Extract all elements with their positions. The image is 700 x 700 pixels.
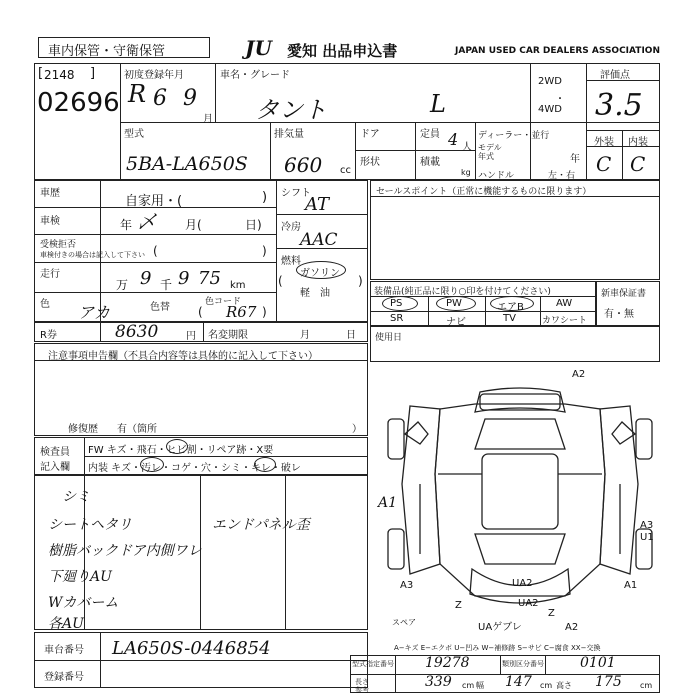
diagram-mark-a1-right: A1 — [624, 580, 638, 591]
repair-label: 修復歴 — [68, 424, 98, 435]
model-year-unit: 年 — [570, 154, 580, 165]
model-code-label: 型式 — [124, 129, 144, 140]
inspector-mark-1 — [166, 439, 188, 454]
first-reg-year: 6 — [153, 86, 167, 111]
length-label: 長さ — [355, 678, 369, 686]
mileage-unit: km — [230, 280, 246, 291]
repair-value: 有（箇所 — [117, 424, 157, 435]
cooling-value: AAC — [300, 230, 338, 250]
history-label: 車歴 — [40, 188, 60, 199]
fuel-label: 燃料 — [281, 256, 301, 267]
shift-value: AT — [305, 194, 330, 215]
model-code-value: 5BA-LA650S — [126, 153, 248, 175]
width-value: 147 — [505, 674, 532, 690]
history-value: 自家用・( — [125, 194, 183, 209]
score-value: 3.5 — [595, 88, 643, 123]
displacement-unit: cc — [340, 165, 351, 176]
int-value: C — [630, 152, 646, 176]
inspection-year: 年 — [120, 218, 133, 232]
length-unit: cm — [462, 681, 475, 690]
color-label: 色 — [40, 299, 50, 310]
diagram-mark-ua2-center: UA2 — [512, 578, 533, 589]
inspector-row2: 内装 キズ・汚レ・コゲ・穴・シミ・キレ・破レ — [88, 463, 301, 474]
recycle-close: ) — [262, 244, 267, 258]
dealer-import-label: ディーラー・並行 — [478, 131, 550, 141]
diagram-mark-ua2-right: UA2 — [518, 598, 539, 609]
comment-line-2: シートヘタリ — [48, 517, 132, 533]
notes-label: 注意事項申告欄（不具合内容等は具体的に記入して下さい） — [48, 351, 318, 362]
equip-navi: ナビ — [446, 317, 466, 328]
displacement-value: 660 — [284, 153, 323, 177]
length-value: 339 — [425, 674, 452, 690]
comment-line-1: シミ — [62, 489, 90, 505]
drive-4wd: 4WD — [538, 104, 562, 115]
association-name: JAPAN USED CAR DEALERS ASSOCIATION — [455, 46, 660, 56]
form-number-value: 19278 — [425, 655, 470, 671]
name-change-month: 月 — [300, 330, 310, 341]
equip-seat: カワシート — [542, 316, 588, 326]
equip-tv: TV — [503, 313, 516, 324]
drive-sep: ・ — [555, 94, 565, 105]
model-name-label: 車名・グレード — [220, 70, 290, 81]
diagram-mark-a2-top: A2 — [572, 369, 586, 380]
color-change-label: 色替 — [150, 302, 170, 313]
inspection-month: 月( — [185, 218, 202, 232]
cooling-label: 冷房 — [281, 222, 301, 233]
comment-line-5: Wカバーム — [48, 595, 119, 611]
color-code-label: 色コード — [205, 297, 242, 307]
width-unit: cm — [540, 681, 553, 690]
recycle-note: 車検付きの場合は記入して下さい — [40, 251, 145, 259]
handle-options: 左・右 — [548, 171, 576, 181]
drive-2wd: 2WD — [538, 76, 562, 87]
registration-label: 登録番号 — [44, 672, 84, 683]
inspector-mark-2 — [140, 457, 164, 472]
score-label: 評価点 — [600, 70, 630, 81]
color-value: アカ — [78, 303, 110, 322]
diagram-spare: スペア — [392, 618, 416, 627]
load-label: 積載 — [420, 157, 440, 168]
ext-label: 外装 — [594, 137, 614, 148]
lot-code-bracket-close: ] — [90, 66, 96, 81]
inspector-label1: 検査員 — [40, 447, 70, 458]
lot-code-bracket: [ — [38, 66, 44, 81]
fuel-gasoline: ガソリン — [300, 268, 340, 279]
model-name-value: タント — [255, 96, 327, 124]
diagram-mark-u1: U1 — [640, 532, 654, 543]
diagram-mark-a2-bottom: A2 — [565, 622, 579, 633]
form-title: 愛知 出品申込書 — [287, 42, 398, 60]
diagram-mark-a1-left: A1 — [378, 495, 398, 511]
lot-number: 02696 — [37, 88, 120, 118]
name-change-day: 日 — [346, 330, 356, 341]
doors-label: ドア — [360, 129, 380, 140]
height-label: 高さ — [556, 681, 572, 690]
legend: A−キズ E−エクボ U−凹み W−補修跡 S−サビ C−腐食 XX−交換 — [394, 644, 601, 652]
warranty-label: 新車保証書 — [601, 289, 647, 299]
diagram-mark-ua-back: UAゲブレ — [478, 622, 522, 633]
height-unit: cm — [640, 681, 653, 690]
mileage-value2: 9 — [178, 268, 190, 289]
load-unit: kg — [461, 168, 471, 177]
inspection-label: 車検 — [40, 216, 60, 227]
fuel-diesel: 軽 油 — [300, 288, 330, 299]
mileage-label: 走行 — [40, 269, 60, 280]
equip-pw: PW — [446, 298, 462, 309]
handle-label: ハンドル — [478, 171, 515, 181]
inspection-mark: 乄 — [138, 212, 156, 233]
history-close: ) — [262, 190, 268, 205]
comment-right-note: エンドパネル歪 — [212, 517, 310, 533]
diagram-mark-z1: Z — [455, 600, 462, 611]
first-reg-month-unit: 月 — [203, 114, 213, 125]
form-label: 形状 — [360, 157, 380, 168]
capacity-label: 定員 — [420, 129, 440, 140]
recycle-label: 受検拒否 — [40, 240, 77, 250]
ref-label: 参考 — [355, 686, 369, 694]
mileage-rest: 75 — [198, 268, 221, 289]
shift-label: シフト — [281, 188, 311, 199]
first-reg-era: R — [128, 80, 147, 108]
equip-airbag: エアB — [497, 302, 524, 313]
diagram-mark-z2: Z — [548, 608, 555, 619]
inspection-day: 日) — [245, 218, 262, 232]
recycle-fee-label: R券 — [40, 330, 57, 341]
comment-line-3: 樹脂バックドア内側ワレ — [48, 543, 202, 559]
recycle-fee-unit: 円 — [186, 331, 196, 342]
comment-line-4: 下廻りAU — [48, 569, 112, 585]
mileage-man: 万 — [116, 278, 129, 292]
equip-ps: PS — [390, 298, 403, 309]
class-number-value: 0101 — [580, 655, 616, 671]
mileage-value: 9 — [140, 268, 152, 289]
inspector-label2: 記入欄 — [40, 462, 70, 473]
color-code-open: ( — [198, 305, 203, 319]
lot-code: 2148 — [44, 68, 75, 82]
width-label: 幅 — [476, 681, 484, 690]
int-label: 内装 — [628, 137, 648, 148]
name-change-label: 名変期限 — [208, 330, 248, 341]
grade-value: L — [430, 90, 446, 118]
capacity-unit: 人 — [462, 142, 472, 153]
displacement-label: 排気量 — [274, 129, 304, 140]
ju-logo: JU — [245, 36, 272, 60]
recycle-fee-row — [34, 322, 368, 342]
equip-aw: AW — [556, 298, 573, 309]
class-number-label: 類別区分番号 — [502, 660, 544, 668]
fuel-paren-r: ) — [358, 274, 363, 288]
usage-box — [370, 326, 660, 362]
inspector-row1: FW キズ・飛石・ヒビ割・リペア跡・X要 — [88, 445, 274, 456]
recycle-fee-value: 8630 — [115, 322, 159, 342]
mileage-sen: 千 — [160, 278, 173, 292]
first-reg-month: 9 — [183, 86, 197, 111]
comment-line-6: 各AU — [48, 616, 84, 632]
capacity-value: 4 — [448, 130, 459, 149]
recycle-open: ( — [153, 244, 158, 258]
storage-label: 車内保管・守衛保管 — [48, 44, 166, 59]
chassis-value: LA650S-0446854 — [112, 638, 271, 659]
fuel-paren-l: ( — [278, 274, 283, 288]
sales-point-label: セールスポイント（正常に機能するものに限ります） — [376, 187, 592, 197]
form-number-label: 型式指定番号 — [352, 660, 394, 668]
inspector-mark-3 — [254, 457, 276, 472]
model-year-label: モデル年式 — [478, 143, 502, 161]
equipment-label: 装備品(純正品に限り○印を付けてください) — [374, 287, 551, 297]
chassis-label: 車台番号 — [44, 645, 84, 656]
repair-close: ） — [352, 424, 362, 435]
usage-label: 使用日 — [375, 333, 403, 343]
height-value: 175 — [595, 674, 622, 690]
warranty-value: 有・無 — [604, 309, 634, 320]
diagram-mark-a3: A3 — [640, 520, 654, 531]
color-code-value: R67 — [226, 303, 257, 321]
ext-value: C — [596, 152, 612, 176]
color-code-close: ) — [262, 305, 267, 319]
first-reg-label: 初度登録年月 — [124, 70, 184, 81]
diagram-mark-a3-left: A3 — [400, 580, 414, 591]
equip-sr: SR — [390, 313, 404, 324]
